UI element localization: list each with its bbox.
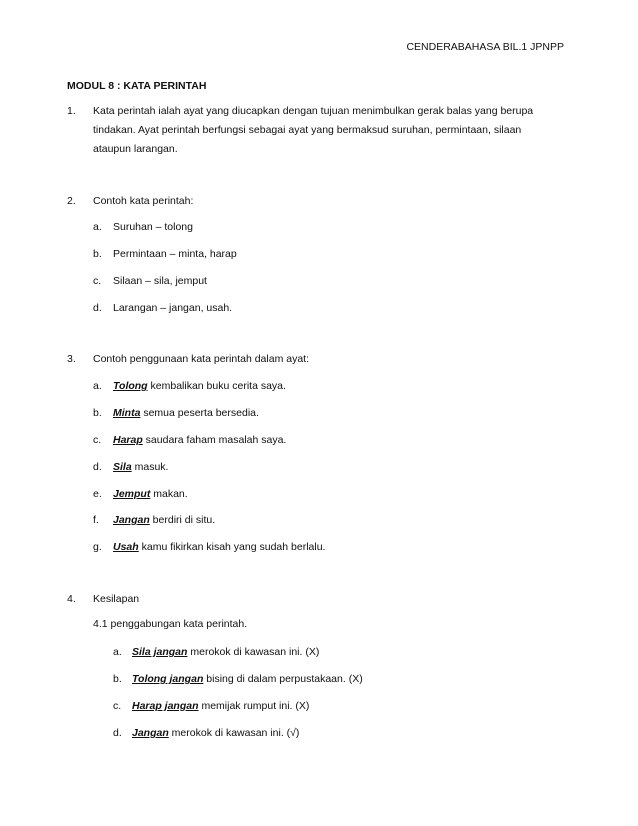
item-letter: g. bbox=[93, 541, 102, 553]
command-word: Jemput bbox=[113, 488, 151, 500]
item-letter: d. bbox=[93, 302, 102, 314]
item-letter: f. bbox=[93, 514, 99, 526]
list-item: Permintaan – minta, harap bbox=[113, 248, 237, 260]
item-letter: d. bbox=[113, 727, 122, 739]
section-heading: Kesilapan bbox=[93, 593, 140, 605]
item-letter: a. bbox=[93, 221, 102, 233]
section-heading: Contoh penggunaan kata perintah dalam ayat: bbox=[93, 353, 309, 365]
list-item bbox=[132, 699, 309, 713]
sentence-rest: bising di dalam perpustakaan. (X) bbox=[203, 673, 363, 685]
item-letter: c. bbox=[93, 275, 102, 287]
list-item bbox=[113, 540, 325, 554]
sentence-rest: merokok di kawasan ini. (√) bbox=[168, 727, 300, 739]
item-letter: b. bbox=[93, 407, 102, 419]
command-word: Jangan bbox=[132, 727, 169, 739]
list-item bbox=[132, 645, 319, 659]
paragraph-line: Kata perintah ialah ayat yang diucapkan dengan tujuan menimbulkan gerak balas yang berupa bbox=[93, 105, 534, 117]
list-item bbox=[113, 406, 259, 420]
sentence-rest: saudara faham masalah saya. bbox=[142, 434, 287, 446]
list-item bbox=[132, 672, 363, 686]
command-word: Usah bbox=[113, 541, 139, 553]
item-letter: b. bbox=[93, 248, 102, 260]
section-number: 4. bbox=[67, 593, 76, 605]
item-letter: c. bbox=[113, 700, 122, 712]
document-header: CENDERABAHASA BIL.1 JPNPP bbox=[406, 41, 564, 53]
command-word: Tolong bbox=[113, 380, 148, 392]
section-number: 1. bbox=[67, 105, 76, 117]
sentence-rest: merokok di kawasan ini. (X) bbox=[187, 646, 320, 658]
list-item bbox=[113, 487, 188, 501]
list-item bbox=[113, 379, 286, 393]
item-letter: c. bbox=[93, 434, 102, 446]
sentence-rest: kembalikan buku cerita saya. bbox=[147, 380, 286, 392]
section-number: 2. bbox=[67, 195, 76, 207]
sentence-rest: berdiri di situ. bbox=[149, 514, 216, 526]
list-item: Larangan – jangan, usah. bbox=[113, 302, 233, 314]
paragraph-line: ataupun larangan. bbox=[93, 143, 178, 155]
item-letter: b. bbox=[113, 673, 122, 685]
subsection-heading: 4.1 penggabungan kata perintah. bbox=[93, 618, 248, 630]
section-heading: Contoh kata perintah: bbox=[93, 195, 194, 207]
item-letter: a. bbox=[113, 646, 122, 658]
list-item: Silaan – sila, jemput bbox=[113, 275, 207, 287]
section-number: 3. bbox=[67, 353, 76, 365]
command-word: Harap bbox=[113, 434, 143, 446]
sentence-rest: masuk. bbox=[131, 461, 169, 473]
list-item: Suruhan – tolong bbox=[113, 221, 193, 233]
sentence-rest: makan. bbox=[150, 488, 188, 500]
item-letter: d. bbox=[93, 461, 102, 473]
sentence-rest: memijak rumput ini. (X) bbox=[198, 700, 310, 712]
command-word: Jangan bbox=[113, 514, 150, 526]
list-item bbox=[113, 513, 215, 527]
list-item bbox=[132, 726, 299, 740]
command-word: Harap jangan bbox=[132, 700, 199, 712]
sentence-rest: kamu fikirkan kisah yang sudah berlalu. bbox=[138, 541, 326, 553]
command-word: Sila jangan bbox=[132, 646, 188, 658]
page-title: MODUL 8 : KATA PERINTAH bbox=[67, 80, 207, 92]
paragraph-line: tindakan. Ayat perintah berfungsi sebagai ayat yang bermaksud suruhan, permintaan, silaan bbox=[93, 124, 522, 136]
item-letter: a. bbox=[93, 380, 102, 392]
list-item bbox=[113, 433, 286, 447]
command-word: Minta bbox=[113, 407, 141, 419]
item-letter: e. bbox=[93, 488, 102, 500]
sentence-rest: semua peserta bersedia. bbox=[140, 407, 259, 419]
list-item bbox=[113, 460, 168, 474]
command-word: Sila bbox=[113, 461, 132, 473]
command-word: Tolong jangan bbox=[132, 673, 204, 685]
